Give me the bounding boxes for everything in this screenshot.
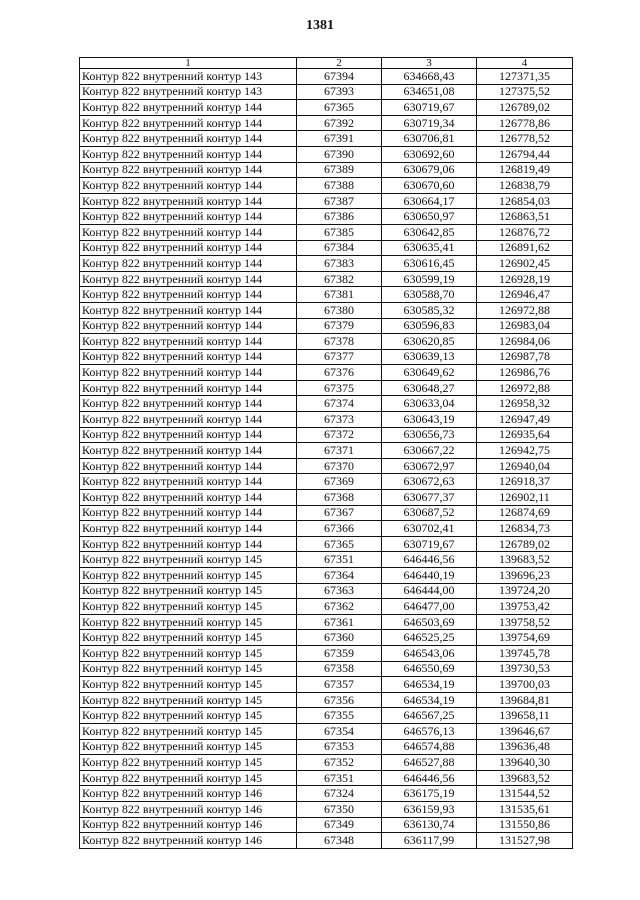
y-coordinate-cell: 126819,49 — [477, 162, 573, 178]
contour-name-cell: Контур 822 внутренний контур 145 — [80, 630, 297, 646]
x-coordinate-cell: 630656,73 — [382, 427, 477, 443]
y-coordinate-cell: 126876,72 — [477, 224, 573, 240]
table-row — [80, 302, 573, 318]
contour-name-cell: Контур 822 внутренний контур 144 — [80, 240, 297, 256]
x-coordinate-cell: 630679,06 — [382, 162, 477, 178]
contour-name-cell: Контур 822 внутренний контур 144 — [80, 490, 297, 506]
contour-name-cell: Контур 822 внутренний контур 145 — [80, 568, 297, 584]
contour-name-cell: Контур 822 внутренний контур 144 — [80, 115, 297, 131]
y-coordinate-cell: 126863,51 — [477, 209, 573, 225]
contour-name-cell: Контур 822 внутренний контур 145 — [80, 739, 297, 755]
point-number-cell: 67364 — [297, 568, 382, 584]
x-coordinate-cell: 646567,25 — [382, 708, 477, 724]
y-coordinate-cell: 126794,44 — [477, 146, 573, 162]
x-coordinate-cell: 630687,52 — [382, 505, 477, 521]
y-coordinate-cell: 126918,37 — [477, 474, 573, 490]
x-coordinate-cell: 630649,62 — [382, 365, 477, 381]
table-row — [80, 224, 573, 240]
y-coordinate-cell: 126972,88 — [477, 380, 573, 396]
point-number-cell: 67361 — [297, 614, 382, 630]
table-row — [80, 271, 573, 287]
point-number-cell: 67354 — [297, 723, 382, 739]
contour-name-cell: Контур 822 внутренний контур 146 — [80, 801, 297, 817]
point-number-cell: 67374 — [297, 396, 382, 412]
point-number-cell: 67390 — [297, 146, 382, 162]
x-coordinate-cell: 630672,97 — [382, 458, 477, 474]
point-number-cell: 67384 — [297, 240, 382, 256]
table-row — [80, 723, 573, 739]
contour-name-cell: Контур 822 внутренний контур 145 — [80, 661, 297, 677]
x-coordinate-cell: 646525,25 — [382, 630, 477, 646]
y-coordinate-cell: 131544,52 — [477, 786, 573, 802]
contour-name-cell: Контур 822 внутренний контур 144 — [80, 505, 297, 521]
point-number-cell: 67385 — [297, 224, 382, 240]
table-row — [80, 770, 573, 786]
point-number-cell: 67365 — [297, 100, 382, 116]
contour-name-cell: Контур 822 внутренний контур 145 — [80, 583, 297, 599]
table-row — [80, 786, 573, 802]
y-coordinate-cell: 126834,73 — [477, 521, 573, 537]
x-coordinate-cell: 630642,85 — [382, 224, 477, 240]
y-coordinate-cell: 139683,52 — [477, 770, 573, 786]
table-row — [80, 645, 573, 661]
point-number-cell: 67352 — [297, 755, 382, 771]
y-coordinate-cell: 139730,53 — [477, 661, 573, 677]
y-coordinate-cell: 126972,88 — [477, 302, 573, 318]
table-row — [80, 209, 573, 225]
table-row — [80, 801, 573, 817]
point-number-cell: 67369 — [297, 474, 382, 490]
y-coordinate-cell: 126984,06 — [477, 334, 573, 350]
point-number-cell: 67387 — [297, 193, 382, 209]
table-row — [80, 817, 573, 833]
point-number-cell: 67360 — [297, 630, 382, 646]
x-coordinate-cell: 630588,70 — [382, 287, 477, 303]
contour-name-cell: Контур 822 внутренний контур 144 — [80, 380, 297, 396]
contour-name-cell: Контур 822 внутренний контур 144 — [80, 412, 297, 428]
x-coordinate-cell: 630639,13 — [382, 349, 477, 365]
x-coordinate-cell: 634668,43 — [382, 69, 477, 85]
x-coordinate-cell: 646440,19 — [382, 568, 477, 584]
x-coordinate-cell: 646534,19 — [382, 692, 477, 708]
point-number-cell: 67378 — [297, 334, 382, 350]
x-coordinate-cell: 646477,00 — [382, 599, 477, 615]
table-row — [80, 505, 573, 521]
table-row — [80, 193, 573, 209]
y-coordinate-cell: 126838,79 — [477, 178, 573, 194]
point-number-cell: 67349 — [297, 817, 382, 833]
x-coordinate-cell: 636130,74 — [382, 817, 477, 833]
point-number-cell: 67368 — [297, 490, 382, 506]
table-row — [80, 115, 573, 131]
contour-name-cell: Контур 822 внутренний контур 144 — [80, 100, 297, 116]
contour-name-cell: Контур 822 внутренний контур 144 — [80, 443, 297, 459]
x-coordinate-cell: 630670,60 — [382, 178, 477, 194]
point-number-cell: 67386 — [297, 209, 382, 225]
table-row — [80, 739, 573, 755]
contour-name-cell: Контур 822 внутренний контур 146 — [80, 833, 297, 849]
table-row — [80, 427, 573, 443]
table-body — [80, 69, 573, 849]
point-number-cell: 67365 — [297, 536, 382, 552]
x-coordinate-cell: 646576,13 — [382, 723, 477, 739]
contour-name-cell: Контур 822 внутренний контур 144 — [80, 131, 297, 147]
table-row — [80, 568, 573, 584]
point-number-cell: 67392 — [297, 115, 382, 131]
point-number-cell: 67351 — [297, 770, 382, 786]
point-number-cell: 67324 — [297, 786, 382, 802]
y-coordinate-cell: 139640,30 — [477, 755, 573, 771]
y-coordinate-cell: 139636,48 — [477, 739, 573, 755]
x-coordinate-cell: 630677,37 — [382, 490, 477, 506]
x-coordinate-cell: 646446,56 — [382, 770, 477, 786]
point-number-cell: 67363 — [297, 583, 382, 599]
x-coordinate-cell: 646574,88 — [382, 739, 477, 755]
point-number-cell: 67348 — [297, 833, 382, 849]
table-row — [80, 396, 573, 412]
column-header-3: 3 — [382, 58, 477, 69]
table-row — [80, 131, 573, 147]
table-row — [80, 178, 573, 194]
contour-name-cell: Контур 822 внутренний контур 144 — [80, 256, 297, 272]
contour-name-cell: Контур 822 внутренний контур 145 — [80, 552, 297, 568]
y-coordinate-cell: 126986,76 — [477, 365, 573, 381]
contour-name-cell: Контур 822 внутренний контур 144 — [80, 209, 297, 225]
page-number: 1381 — [306, 18, 334, 33]
x-coordinate-cell: 630664,17 — [382, 193, 477, 209]
y-coordinate-cell: 131527,98 — [477, 833, 573, 849]
table-row — [80, 334, 573, 350]
table-row — [80, 536, 573, 552]
point-number-cell: 67375 — [297, 380, 382, 396]
y-coordinate-cell: 127371,35 — [477, 69, 573, 85]
y-coordinate-cell: 126789,02 — [477, 536, 573, 552]
point-number-cell: 67373 — [297, 412, 382, 428]
table-row — [80, 162, 573, 178]
y-coordinate-cell: 139745,78 — [477, 645, 573, 661]
contour-name-cell: Контур 822 внутренний контур 145 — [80, 770, 297, 786]
point-number-cell: 67357 — [297, 677, 382, 693]
table-row — [80, 100, 573, 116]
point-number-cell: 67394 — [297, 69, 382, 85]
table-row — [80, 146, 573, 162]
contour-name-cell: Контур 822 внутренний контур 145 — [80, 645, 297, 661]
contour-name-cell: Контур 822 внутренний контур 146 — [80, 786, 297, 802]
y-coordinate-cell: 131550,86 — [477, 817, 573, 833]
table-row — [80, 318, 573, 334]
table-row — [80, 661, 573, 677]
x-coordinate-cell: 630620,85 — [382, 334, 477, 350]
y-coordinate-cell: 126902,11 — [477, 490, 573, 506]
coordinates-table — [79, 57, 573, 849]
x-coordinate-cell: 630667,22 — [382, 443, 477, 459]
contour-name-cell: Контур 822 внутренний контур 146 — [80, 817, 297, 833]
point-number-cell: 67355 — [297, 708, 382, 724]
point-number-cell: 67383 — [297, 256, 382, 272]
x-coordinate-cell: 630635,41 — [382, 240, 477, 256]
y-coordinate-cell: 139683,52 — [477, 552, 573, 568]
y-coordinate-cell: 139646,67 — [477, 723, 573, 739]
contour-name-cell: Контур 822 внутренний контур 145 — [80, 708, 297, 724]
x-coordinate-cell: 634651,08 — [382, 84, 477, 100]
y-coordinate-cell: 126778,52 — [477, 131, 573, 147]
table-row — [80, 630, 573, 646]
table-row — [80, 287, 573, 303]
contour-name-cell: Контур 822 внутренний контур 144 — [80, 162, 297, 178]
column-header-4: 4 — [477, 58, 573, 69]
contour-name-cell: Контур 822 внутренний контур 145 — [80, 692, 297, 708]
point-number-cell: 67351 — [297, 552, 382, 568]
table-row — [80, 474, 573, 490]
x-coordinate-cell: 630648,27 — [382, 380, 477, 396]
y-coordinate-cell: 127375,52 — [477, 84, 573, 100]
x-coordinate-cell: 630643,19 — [382, 412, 477, 428]
x-coordinate-cell: 630692,60 — [382, 146, 477, 162]
y-coordinate-cell: 126854,03 — [477, 193, 573, 209]
column-header-1: 1 — [80, 58, 297, 69]
point-number-cell: 67388 — [297, 178, 382, 194]
y-coordinate-cell: 126778,86 — [477, 115, 573, 131]
x-coordinate-cell: 646543,06 — [382, 645, 477, 661]
table-row — [80, 599, 573, 615]
contour-name-cell: Контур 822 внутренний контур 145 — [80, 614, 297, 630]
y-coordinate-cell: 126902,45 — [477, 256, 573, 272]
y-coordinate-cell: 126935,64 — [477, 427, 573, 443]
contour-name-cell: Контур 822 внутренний контур 145 — [80, 723, 297, 739]
table-row — [80, 521, 573, 537]
y-coordinate-cell: 139684,81 — [477, 692, 573, 708]
y-coordinate-cell: 126789,02 — [477, 100, 573, 116]
table-row — [80, 412, 573, 428]
table-row — [80, 380, 573, 396]
x-coordinate-cell: 630719,34 — [382, 115, 477, 131]
table-row — [80, 240, 573, 256]
point-number-cell: 67380 — [297, 302, 382, 318]
y-coordinate-cell: 139754,69 — [477, 630, 573, 646]
contour-name-cell: Контур 822 внутренний контур 144 — [80, 396, 297, 412]
x-coordinate-cell: 630702,41 — [382, 521, 477, 537]
table-row — [80, 458, 573, 474]
y-coordinate-cell: 139724,20 — [477, 583, 573, 599]
contour-name-cell: Контур 822 внутренний контур 144 — [80, 536, 297, 552]
contour-name-cell: Контур 822 внутренний контур 145 — [80, 599, 297, 615]
x-coordinate-cell: 636117,99 — [382, 833, 477, 849]
point-number-cell: 67370 — [297, 458, 382, 474]
y-coordinate-cell: 126928,19 — [477, 271, 573, 287]
contour-name-cell: Контур 822 внутренний контур 144 — [80, 224, 297, 240]
y-coordinate-cell: 126940,04 — [477, 458, 573, 474]
contour-name-cell: Контур 822 внутренний контур 144 — [80, 458, 297, 474]
contour-name-cell: Контур 822 внутренний контур 144 — [80, 146, 297, 162]
point-number-cell: 67393 — [297, 84, 382, 100]
table-row — [80, 755, 573, 771]
x-coordinate-cell: 646527,88 — [382, 755, 477, 771]
contour-name-cell: Контур 822 внутренний контур 144 — [80, 287, 297, 303]
point-number-cell: 67366 — [297, 521, 382, 537]
y-coordinate-cell: 126874,69 — [477, 505, 573, 521]
x-coordinate-cell: 630706,81 — [382, 131, 477, 147]
table-row — [80, 708, 573, 724]
contour-name-cell: Контур 822 внутренний контур 144 — [80, 334, 297, 350]
y-coordinate-cell: 126987,78 — [477, 349, 573, 365]
x-coordinate-cell: 630719,67 — [382, 536, 477, 552]
table-row — [80, 583, 573, 599]
contour-name-cell: Контур 822 внутренний контур 143 — [80, 84, 297, 100]
x-coordinate-cell: 636175,19 — [382, 786, 477, 802]
y-coordinate-cell: 126983,04 — [477, 318, 573, 334]
contour-name-cell: Контур 822 внутренний контур 144 — [80, 349, 297, 365]
x-coordinate-cell: 630596,83 — [382, 318, 477, 334]
y-coordinate-cell: 139696,23 — [477, 568, 573, 584]
contour-name-cell: Контур 822 внутренний контур 144 — [80, 178, 297, 194]
contour-name-cell: Контур 822 внутренний контур 144 — [80, 365, 297, 381]
y-coordinate-cell: 131535,61 — [477, 801, 573, 817]
table-row — [80, 677, 573, 693]
table-row — [80, 69, 573, 85]
point-number-cell: 67381 — [297, 287, 382, 303]
contour-name-cell: Контур 822 внутренний контур 145 — [80, 677, 297, 693]
y-coordinate-cell: 139753,42 — [477, 599, 573, 615]
contour-name-cell: Контур 822 внутренний контур 144 — [80, 521, 297, 537]
x-coordinate-cell: 630599,19 — [382, 271, 477, 287]
y-coordinate-cell: 139700,03 — [477, 677, 573, 693]
x-coordinate-cell: 630633,04 — [382, 396, 477, 412]
table-row — [80, 365, 573, 381]
y-coordinate-cell: 139658,11 — [477, 708, 573, 724]
x-coordinate-cell: 646444,00 — [382, 583, 477, 599]
table-row — [80, 833, 573, 849]
point-number-cell: 67359 — [297, 645, 382, 661]
point-number-cell: 67371 — [297, 443, 382, 459]
point-number-cell: 67358 — [297, 661, 382, 677]
table-row — [80, 443, 573, 459]
x-coordinate-cell: 630650,97 — [382, 209, 477, 225]
contour-name-cell: Контур 822 внутренний контур 144 — [80, 302, 297, 318]
x-coordinate-cell: 636159,93 — [382, 801, 477, 817]
contour-name-cell: Контур 822 внутренний контур 144 — [80, 193, 297, 209]
contour-name-cell: Контур 822 внутренний контур 144 — [80, 474, 297, 490]
point-number-cell: 67353 — [297, 739, 382, 755]
point-number-cell: 67391 — [297, 131, 382, 147]
x-coordinate-cell: 630585,32 — [382, 302, 477, 318]
x-coordinate-cell: 646503,69 — [382, 614, 477, 630]
x-coordinate-cell: 630616,45 — [382, 256, 477, 272]
x-coordinate-cell: 646446,56 — [382, 552, 477, 568]
y-coordinate-cell: 126958,32 — [477, 396, 573, 412]
point-number-cell: 67356 — [297, 692, 382, 708]
y-coordinate-cell: 126942,75 — [477, 443, 573, 459]
table-row — [80, 84, 573, 100]
y-coordinate-cell: 126946,47 — [477, 287, 573, 303]
y-coordinate-cell: 139758,52 — [477, 614, 573, 630]
x-coordinate-cell: 630719,67 — [382, 100, 477, 116]
y-coordinate-cell: 126947,49 — [477, 412, 573, 428]
point-number-cell: 67377 — [297, 349, 382, 365]
point-number-cell: 67382 — [297, 271, 382, 287]
contour-name-cell: Контур 822 внутренний контур 145 — [80, 755, 297, 771]
point-number-cell: 67372 — [297, 427, 382, 443]
contour-name-cell: Контур 822 внутренний контур 144 — [80, 318, 297, 334]
table-row — [80, 614, 573, 630]
contour-name-cell: Контур 822 внутренний контур 144 — [80, 271, 297, 287]
point-number-cell: 67389 — [297, 162, 382, 178]
point-number-cell: 67379 — [297, 318, 382, 334]
point-number-cell: 67362 — [297, 599, 382, 615]
table-row — [80, 552, 573, 568]
table-row — [80, 490, 573, 506]
point-number-cell: 67367 — [297, 505, 382, 521]
point-number-cell: 67376 — [297, 365, 382, 381]
contour-name-cell: Контур 822 внутренний контур 144 — [80, 427, 297, 443]
table-row — [80, 692, 573, 708]
table-row — [80, 256, 573, 272]
x-coordinate-cell: 646534,19 — [382, 677, 477, 693]
x-coordinate-cell: 646550,69 — [382, 661, 477, 677]
y-coordinate-cell: 126891,62 — [477, 240, 573, 256]
x-coordinate-cell: 630672,63 — [382, 474, 477, 490]
table-header-row — [80, 58, 573, 69]
column-header-2: 2 — [297, 58, 382, 69]
contour-name-cell: Контур 822 внутренний контур 143 — [80, 69, 297, 85]
point-number-cell: 67350 — [297, 801, 382, 817]
table-row — [80, 349, 573, 365]
